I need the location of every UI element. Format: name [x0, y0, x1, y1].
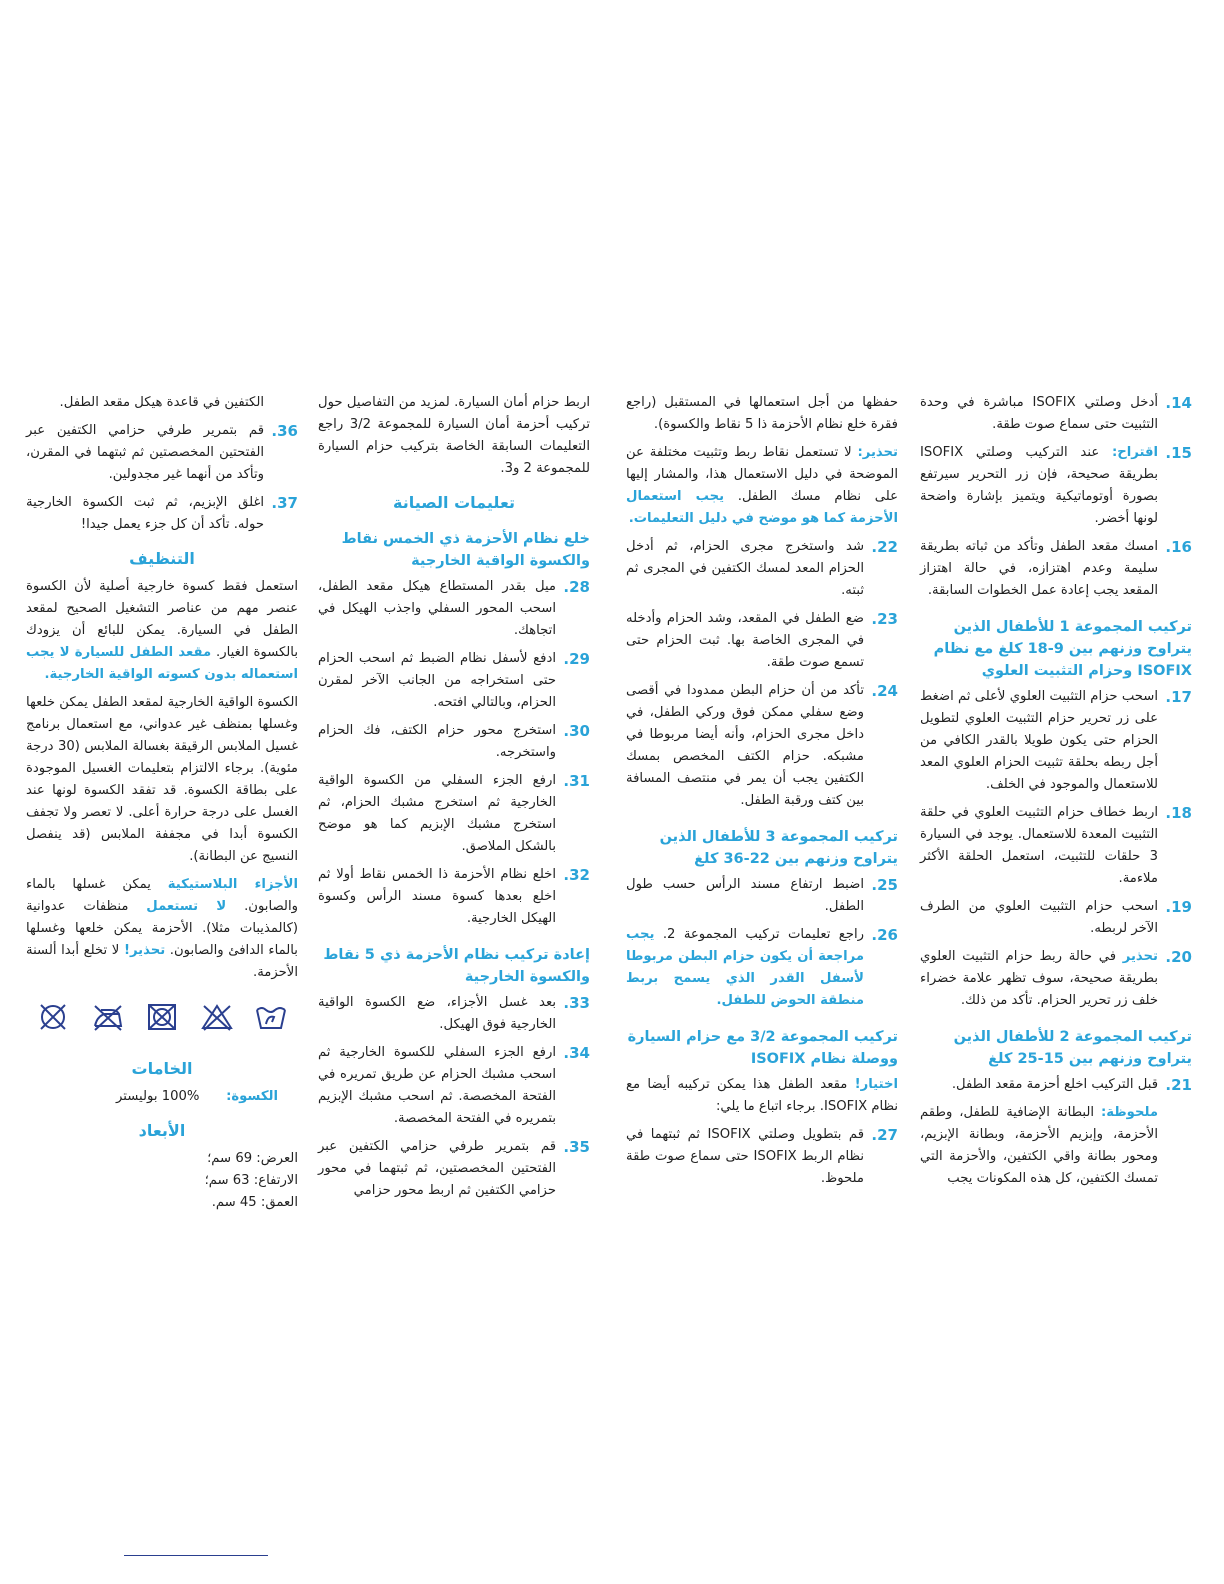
- step-31: 31. ارفع الجزء السفلي من الكسوة الواقية الخارجية ثم استخرج مشبك الحزام، ثم استخرج مشبك الإبزيم كما هو موضح بالشكل الملاصق.: [318, 772, 590, 854]
- step-26: 26. راجع تعليمات تركيب المجموعة 2. يجب مراجعة أن يكون حزام البطن مربوطا لأسفل القدر الذي يسمح بربط منطقة الحوض للطفل.: [626, 926, 898, 1008]
- dimensions-title: الأبعاد: [138, 1121, 186, 1140]
- cleaning-paragraph-1: استعمل فقط كسوة خارجية أصلية لأن الكسوة عنصر مهم من عناصر التشغيل الصحيح لمقعد الطفل في السيارة. يمكن للبائع أن يزودك بالكسوة الغيار. مقعد الطفل للسيارة لا يجب استعماله بدون كسوته الواقية الخارجية.: [26, 579, 298, 682]
- step-37: 37. اغلق الإبزيم، ثم ثبت الكسوة الخارجية حوله. تأكد أن كل جزء يعمل جيدا!: [26, 494, 298, 532]
- step-15: 15. اقتراح: عند التركيب وصلتي ISOFIX بطريقة صحيحة، فإن زر التحرير سيرتفع بصورة أوتوماتيكية ويتميز بإشارة واضحة لونها أخضر.: [920, 444, 1192, 526]
- step-21: 21. قبل التركيب اخلع أحزمة مقعد الطفل.: [951, 1076, 1192, 1094]
- step-35: 35. قم بتمرير طرفي حزامي الكتفين عبر الفتحتين المخصصتين، ثم ثبتهما في محور حزامي الكتفين ثم اربط محور حزامي: [318, 1138, 590, 1198]
- cleaning-paragraph-2: الكسوة الواقية الخارجية لمقعد الطفل يمكن خلعها وغسلها بمنظف غير عدواني، مع استعمال برنامج غسيل الملابس الرقيقة بغسالة الملابس (30 درجة مئوية). برجاء الالتزام بتعليمات الغسيل الموجودة على بطاقة الكسوة. قد تفقد الكسوة لونها عند الغسل على درجة حرارة أعلى. لا تعصر ولا تجفف الكسوة أبدا في مجففة الملابس (قد ينفصل النسيج عن البطانة).: [26, 695, 299, 864]
- heading-group-2: تركيب المجموعة 2 للأطفال الذين يتراوح وزنهم بين 15-25 كلغ: [953, 1029, 1192, 1067]
- paragraph: اربط حزام أمان السيارة. لمزيد من التفاصيل حول تركيب أحزمة أمان السيارة للمجموعة 3/2 راجع التعليمات السابقة الخاصة بتركيب حزام السيارة للمجموعة 2 و3.: [318, 395, 590, 476]
- do-not-tumble-dry-icon: [145, 1002, 179, 1032]
- materials-key: الكسوة:: [226, 1089, 278, 1104]
- step-24: 24. تأكد من أن حزام البطن ممدودا في أقصى وضع سفلي ممكن فوق وركي الطفل، في داخل مجرى الحزام، وأنه أيضا مربوطا في مشبكه. حزام الكتف المخصص بمسك الكتفين يجب أن يمر في منتصف المسافة بين كتف ورقبة الطفل.: [626, 682, 898, 808]
- column-4: [26, 392, 298, 1214]
- step-28: 28. ميل بقدر المستطاع هيكل مقعد الطفل، اسحب المحور السفلي واجذب الهيكل في اتجاهك.: [318, 578, 590, 638]
- step-29: 29. ادفع لأسفل نظام الضبط ثم اسحب الحزام حتى استخراجه من الجانب الآخر لمقرن الحزام، وبالتالي افتحه.: [318, 650, 590, 710]
- wash-30-icon: [254, 1002, 288, 1032]
- step-23: 23. ضع الطفل في المقعد، وشد الحزام وأدخله في المجرى الخاصة بها. ثبت الحزام حتى تسمع صوت طقة.: [626, 610, 898, 670]
- maintenance-title: تعليمات الصيانة: [393, 493, 515, 512]
- care-icons: [36, 1002, 288, 1032]
- dimensions-list: [158, 1148, 298, 1214]
- heading-remove-harness: خلع نظام الأحزمة ذي الخمس نقاط والكسوة الواقية الخارجية: [341, 531, 590, 569]
- option-note: اختيار! مقعد الطفل هذا يمكن تركيبه أيضا مع نظام ISOFIX. برجاء اتباع ما يلي:: [626, 1077, 898, 1114]
- column-2: [626, 392, 898, 1196]
- step-20: 20. تحذير في حالة ربط حزام التثبيت العلوي بطريقة صحيحة، سوف تظهر علامة خضراء خلف زر تحرير الحزام. تأكد من ذلك.: [920, 948, 1192, 1008]
- heading-group-1: تركيب المجموعة 1 للأطفال الذين يتراوح وزنهم بين 9-18 كلغ مع نظام ISOFIX وحزام التثبيت العلوي: [933, 619, 1192, 679]
- step-18: 18. اربط خطاف حزام التثبيت العلوي في حلقة التثبيت المعدة للاستعمال. يوجد في السيارة 3 حلقات للتثبيت، استعمل الحلقة الأكثر ملاءمة.: [920, 804, 1192, 886]
- heading-group-2-3-isofix: تركيب المجموعة 3/2 مع حزام السيارة ووصلة نظام ISOFIX: [627, 1029, 898, 1067]
- step-14: 14. أدخل وصلتي ISOFIX مباشرة في وحدة التثبيت حتى سماع صوت طقة.: [920, 394, 1192, 432]
- materials-title: الخامات: [131, 1059, 193, 1078]
- column-3: [318, 392, 590, 1208]
- do-not-bleach-icon: [200, 1002, 234, 1032]
- step-22: 22. شد واستخرج مجرى الحزام، ثم أدخل الحزام المعد لمسك الكتفين في المجرى ثم ثبته.: [626, 538, 898, 598]
- note: ملحوظة: البطانة الإضافية للطفل، وطقم الأحزمة، وإبزيم الأحزمة، وبطانة الإبزيم، ومحور بطانة واقي الكتفين، والأحزمة التي تمسك الكتفين، كل هذه المكونات يجب: [920, 1105, 1158, 1186]
- cleaning-paragraph-3: الأجزاء البلاستيكية يمكن غسلها بالماء والصابون. لا تستعمل منظفات عدوانية (كالمذيبات مثلا). الأحزمة يمكن خلعها وغسلها بالماء الدافئ والصابون. تحذير! لا تخلع أبدا ألسنة الأحزمة.: [26, 877, 298, 980]
- dimension-depth: العمق: 45 سم.: [211, 1195, 298, 1210]
- step-36: 36. قم بتمرير طرفي حزامي الكتفين عبر الفتحتين المخصصتين ثم ثبتهما في المقرن، وتأكد من أنهما غير مجدولين.: [26, 422, 298, 482]
- dimension-height: الارتفاع: 63 سم؛: [204, 1173, 298, 1188]
- footer-line: [124, 1555, 268, 1556]
- step-34: 34. ارفع الجزء السفلي للكسوة الخارجية ثم اسحب مشبك الحزام عن طريق تمريره في الفتحة المخصصة. ثم اسحب مشبك الإبزيم بتمريره في الفتحة المخصصة.: [318, 1044, 590, 1126]
- warning: تحذير: لا تستعمل نقاط ربط وتثبيت مختلفة عن الموضحة في دليل الاستعمال هذا، والمشار إليها على نظام مسك الطفل. يجب استعمال الأحزمة كما هو موضح في دليل التعليمات.: [626, 445, 898, 526]
- step-19: 19. اسحب حزام التثبيت العلوي من الطرف الآخر لربطه.: [920, 898, 1192, 936]
- do-not-iron-icon: [91, 1002, 125, 1032]
- step-25: 25. اضبط ارتفاع مسند الرأس حسب طول الطفل.: [626, 876, 898, 914]
- materials-value: 100% بوليستر: [116, 1089, 200, 1104]
- step-30: 30. استخرج محور حزام الكتف، فك الحزام واستخرجه.: [318, 722, 590, 760]
- cleaning-title: التنظيف: [129, 549, 195, 568]
- paragraph: الكتفين في قاعدة هيكل مقعد الطفل.: [59, 395, 264, 410]
- step-17: 17. اسحب حزام التثبيت العلوي لأعلى ثم اضغط على زر تحرير حزام التثبيت العلوي لتطويل الحزام حتى يكون طويلا بالقدر الكافي من أجل ربطه بحلقة تثبيت الحزام العلوي المعد للاستعمال والموجود في الخلف.: [920, 688, 1192, 792]
- do-not-dry-clean-icon: [36, 1002, 70, 1032]
- column-1: [920, 392, 1192, 1196]
- step-16: 16. امسك مقعد الطفل وتأكد من ثباته بطريقة سليمة وعدم اهتزازه، في حالة اهتزاز المقعد يجب إعادة عمل الخطوات السابقة.: [920, 538, 1192, 598]
- materials-row: [26, 1086, 298, 1108]
- step-33: 33. بعد غسل الأجزاء، ضع الكسوة الواقية الخارجية فوق الهيكل.: [318, 994, 590, 1032]
- heading-group-3: تركيب المجموعة 3 للأطفال الذين يتراوح وزنهم بين 22-36 كلغ: [659, 829, 898, 867]
- paragraph: حفظها من أجل استعمالها في المستقبل (راجع فقرة خلع نظام الأحزمة ذا 5 نقاط والكسوة).: [626, 395, 898, 432]
- step-32: 32. اخلع نظام الأحزمة ذا الخمس نقاط أولا ثم اخلع بعدها كسوة مسند الرأس وكسوة الهيكل الخارجية.: [318, 866, 590, 926]
- heading-reinstall-harness: إعادة تركيب نظام الأحزمة ذي 5 نقاط والكسوة الخارجية: [323, 947, 590, 985]
- step-27: 27. قم بتطويل وصلتي ISOFIX ثم ثبتهما في نظام الربط ISOFIX حتى سماع صوت طقة ملحوظ.: [626, 1126, 898, 1186]
- dimension-width: العرض: 69 سم؛: [207, 1151, 298, 1166]
